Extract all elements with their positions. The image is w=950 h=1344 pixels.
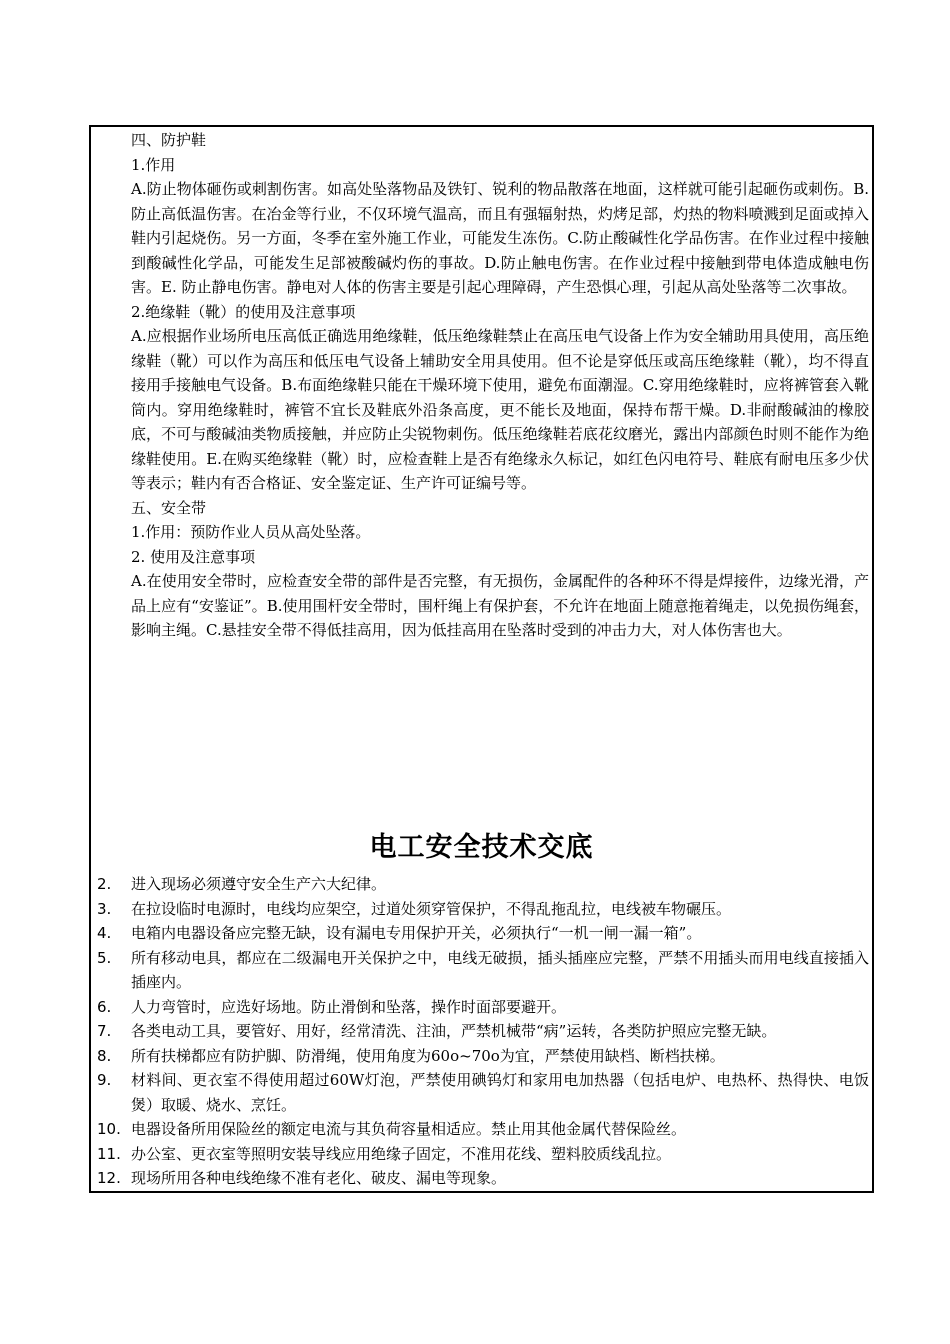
list-item-number: 9.	[97, 1071, 112, 1089]
protective-equipment-section	[131, 128, 869, 643]
paragraph-belt-usage: A.在使用安全带时，应检查安全带的部件是否完整，有无损伤，金属配件的各种环不得是焊接件，边缘光滑，产品上应有“安鉴证”。B.使用围杆安全带时，围杆绳上有保护套，不允许在地面上随意拖着绳走，以免损伤绳套，影响主绳。C.悬挂安全带不得低挂高用，因为低挂高用在坠落时受到的冲击力大，对人体伤害也大。	[131, 572, 869, 639]
list-item	[97, 1019, 869, 1044]
list-item-number: 8.	[97, 1046, 112, 1065]
list-item-number: 11.	[97, 1144, 121, 1163]
subheading-function: 1.作用	[131, 155, 176, 174]
list-item-text: 人力弯管时，应选好场地。防止滑倒和坠落，操作时面部要避开。	[131, 997, 567, 1016]
list-item-text: 办公室、更衣室等照明安装导线应用绝缘子固定，不准用花线、塑料胶质线乱拉。	[131, 1144, 672, 1163]
list-item-text: 所有移动电具，都应在二级漏电开关保护之中，电线无破损，插头插座应完整，严禁不用插头而用电线直接插入插座内。	[131, 948, 869, 991]
list-item	[97, 921, 869, 946]
list-item-text: 所有扶梯都应有防护脚、防滑绳，使用角度为60o~70o为宜，严禁使用缺档、断档扶梯。	[131, 1046, 725, 1065]
subheading-belt-usage: 2. 使用及注意事项	[131, 547, 256, 566]
list-item-number: 5.	[97, 948, 112, 967]
list-item-number: 12.	[97, 1169, 121, 1187]
list-item-text: 进入现场必须遵守安全生产六大纪律。	[131, 875, 387, 893]
list-item-text: 在拉设临时电源时，电线均应架空，过道处须穿管保护，不得乱拖乱拉，电线被车物碾压。	[131, 899, 732, 918]
list-item-text: 电器设备所用保险丝的额定电流与其负荷容量相适应。禁止用其他金属代替保险丝。	[131, 1120, 687, 1138]
list-item	[97, 872, 869, 897]
electrician-safety-list	[97, 872, 869, 1191]
list-item-number: 2.	[97, 875, 112, 893]
list-item	[97, 1117, 869, 1142]
list-item-number: 4.	[97, 924, 112, 942]
document-title: 电工安全技术交底	[369, 832, 594, 863]
list-item	[97, 1166, 869, 1191]
list-item	[97, 897, 869, 922]
list-item	[97, 946, 869, 995]
list-item	[97, 1044, 869, 1069]
paragraph-shoe-functions: A.防止物体砸伤或刺割伤害。如高处坠落物品及铁钉、锐利的物品散落在地面，这样就可能引起砸伤或刺伤。B.防止高低温伤害。在冶金等行业，不仅环境气温高，而且有强辐射热，灼烤足部，灼热的物料喷溅到足面或掉入鞋内引起烧伤。另一方面，冬季在室外施工作业，可能发生冻伤。C.防止酸碱性化学品伤害。在作业过程中接触到酸碱性化学品，可能发生足部被酸碱灼伤的事故。D.防止触电伤害。在作业过程中接触到带电体造成触电伤害。E. 防止静电伤害。静电对人体的伤害主要是引起心理障碍，产生恐惧心理，引起从高处坠落等二次事故。	[131, 180, 869, 296]
heading-protective-shoes: 四、防护鞋	[131, 131, 207, 149]
subheading-insulated-shoes: 2.绝缘鞋（靴）的使用及注意事项	[131, 302, 356, 321]
subheading-belt-function: 1.作用：预防作业人员从高处坠落。	[131, 523, 371, 541]
list-item-number: 10.	[97, 1120, 121, 1138]
list-item-number: 3.	[97, 899, 112, 918]
list-item-text: 电箱内电器设备应完整无缺，设有漏电专用保护开关，必须执行“一机一闸一漏一箱”。	[131, 924, 702, 942]
paragraph-insulated-shoes: A.应根据作业场所电压高低正确选用绝缘鞋，低压绝缘鞋禁止在高压电气设备上作为安全辅助用具使用，高压绝缘鞋（靴）可以作为高压和低压电气设备上辅助安全用具使用。但不论是穿低压或高压绝缘鞋（靴），均不得直接用手接触电气设备。B.布面绝缘鞋只能在干燥环境下使用，避免布面潮湿。C.穿用绝缘鞋时，应将裤管套入靴筒内。穿用绝缘鞋时，裤管不宜长及鞋底外沿条高度，更不能长及地面，保持布帮干燥。D.非耐酸碱油的橡胶底，不可与酸碱油类物质接触，并应防止尖锐物刺伤。低压绝缘鞋若底花纹磨光，露出内部颜色时则不能作为绝缘鞋使用。E.在购买绝缘鞋（靴）时，应检查鞋上是否有绝缘永久标记，如红色闪电符号、鞋底有耐电压多少伏等表示；鞋内有否合格证、安全鉴定证、生产许可证编号等。	[131, 327, 869, 492]
list-item	[97, 995, 869, 1020]
heading-safety-belt: 五、安全带	[131, 498, 207, 517]
list-item-number: 6.	[97, 997, 112, 1016]
list-item-text: 材料间、更衣室不得使用超过60W灯泡，严禁使用碘钨灯和家用电加热器（包括电炉、电热杯、热得快、电饭煲）取暖、烧水、烹饪。	[131, 1071, 869, 1114]
list-item	[97, 1068, 869, 1117]
list-item-text: 各类电动工具，要管好、用好，经常清洗、注油，严禁机械带“病”运转，各类防护照应完整无缺。	[131, 1022, 777, 1040]
list-item	[97, 1142, 869, 1167]
list-item-text: 现场所用各种电线绝缘不准有老化、破皮、漏电等现象。	[131, 1169, 507, 1187]
list-item-number: 7.	[97, 1022, 112, 1040]
